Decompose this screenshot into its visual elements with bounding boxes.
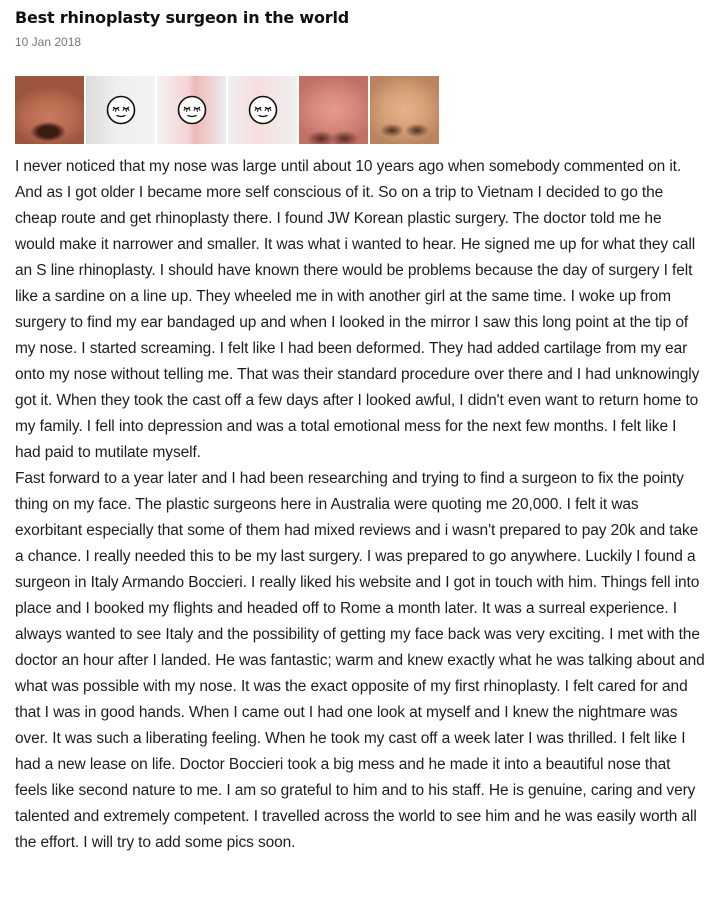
hidden-photo-thumbnail[interactable] — [86, 76, 155, 144]
review-date: 10 Jan 2018 — [15, 35, 82, 49]
closed-eyes-icon — [177, 95, 207, 125]
closed-eyes-icon — [248, 95, 278, 125]
photo-thumbnail[interactable] — [299, 76, 368, 144]
photo-thumbnail[interactable] — [370, 76, 439, 144]
review-title: Best rhinoplasty surgeon in the world — [15, 8, 350, 27]
review-paragraph: Fast forward to a year later and I had been researching and trying to find a surgeon to fix the pointy thing on my face. The plastic surgeons here in Australia were quoting me 20,000. I felt it was exorbitant especially that some of them had mixed reviews and i wasn't prepared to pay 20k and take a chance. I really needed this to be my last surgery. I was prepared to go anywhere. Luckily I found a surgeon in Italy Armando Boccieri. I really liked his website and I got in touch with him. Things fell into place and I booked my flights and headed off to Rome a month later. It was a surreal experience. I always wanted to see Italy and the possibility of getting my face back was very exciting. I met with the doctor an hour after I landed. He was fantastic; warm and knew exactly what he was talking about and what was possible with my nose. It was the exact opposite of my first rhinoplasty. I felt cared for and that I was in good hands. When I came out I had one look at myself and I knew the nightmare was over. It was such a liberating feeling. When he took my cast off a week later I was thrilled. I felt like I had a new lease on life. Doctor Boccieri took a big mess and he made it into a beautiful nose that feels like second nature to me. I am so grateful to him and to his staff. He is genuine, caring and very talented and extremely competent. I travelled across the world to see him and he was easily worth all the effort. I will try to add some pics soon. — [15, 470, 705, 851]
hidden-photo-thumbnail[interactable] — [228, 76, 297, 144]
hidden-photo-thumbnail[interactable] — [157, 76, 226, 144]
review-paragraph: I never noticed that my nose was large until about 10 years ago when somebody commented on it. And as I got older I became more self conscious of it. So on a trip to Vietnam I decided to go the cheap route and get rhinoplasty there. I found JW Korean plastic surgery. The doctor told me he would make it narrower and smaller. It was what i wanted to hear. He signed me up for what they call an S line rhinoplasty. I should have known there would be problems because the day of surgery I felt like a sardine on a line up. They wheeled me in with another girl at the same time. I woke up from surgery to find my ear bandaged up and when I looked in the mirror I saw this long point at the tip of my nose. I started screaming. I felt like I had been deformed. They had added cartilage from my ear onto my nose without telling me. That was their standard procedure over there and I had unknowingly got it. When they took the cast off a few days after I looked awful, I didn't even want to return home to my family. I fell into depression and was a total emotional mess for the next few months. I felt like I had paid to mutilate myself. — [15, 158, 700, 461]
photo-thumbnail[interactable] — [15, 76, 84, 144]
photo-gallery — [15, 76, 705, 144]
review-card — [15, 0, 705, 856]
closed-eyes-icon — [106, 95, 136, 125]
review-body — [15, 154, 705, 856]
